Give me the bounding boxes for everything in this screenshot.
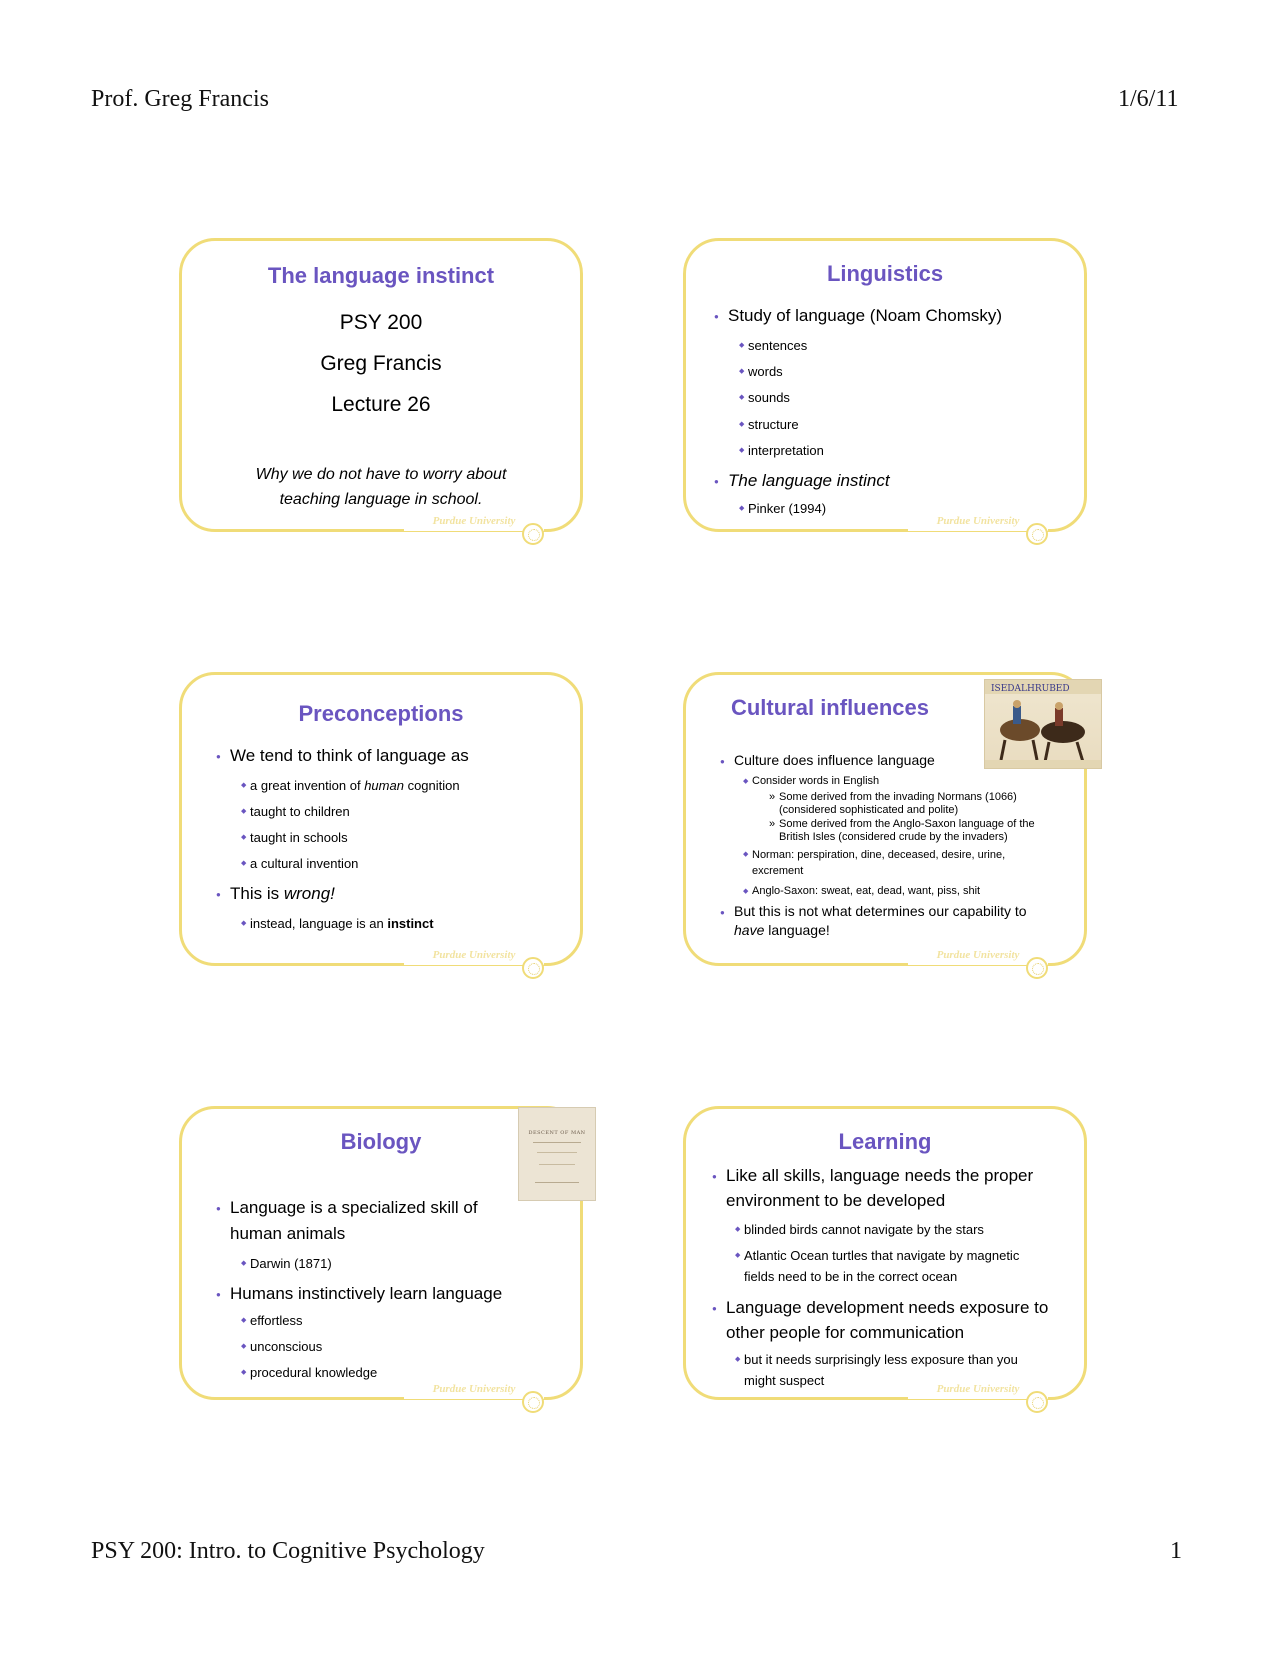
slide-footer: Purdue University xyxy=(404,949,544,965)
slide-4 xyxy=(683,672,1087,966)
sub-bullet: ◆ instead, language is an instinct xyxy=(250,913,560,934)
darwin-book-image xyxy=(518,1107,596,1201)
slide-1 xyxy=(179,238,583,532)
book-line xyxy=(533,1142,581,1143)
bullet: ● Humans instinctively learn language xyxy=(230,1281,560,1306)
book-title: DESCENT OF MAN xyxy=(528,1130,586,1136)
slide-5 xyxy=(179,1106,586,1400)
purdue-seal-icon xyxy=(522,1391,544,1413)
slide-footer: Purdue University xyxy=(404,1383,544,1399)
sub-sub-bullet: » Some derived from the Anglo-Saxon language of the British Isles (considered crude by the invaders) xyxy=(779,818,1035,844)
slide-title: Cultural influences xyxy=(730,695,930,720)
sub-bullet: ◆ Anglo-Saxon: sweat, eat, dead, want, piss, shit xyxy=(752,884,1064,899)
purdue-seal-icon xyxy=(522,523,544,545)
sub-bullet: ◆ effortless xyxy=(250,1310,560,1331)
sub-bullet: ◆ blinded birds cannot navigate by the stars xyxy=(744,1219,1064,1240)
sub-bullet: ◆ sounds xyxy=(748,387,1064,408)
sub-bullet: ◆ procedural knowledge xyxy=(250,1362,560,1383)
bullet: ● We tend to think of language as xyxy=(230,743,560,768)
book-line xyxy=(539,1164,575,1165)
page-header-left: Prof. Greg Francis xyxy=(91,86,269,112)
purdue-seal-icon xyxy=(1026,957,1048,979)
bullet: ● The language instinct xyxy=(728,468,1064,493)
sub-bullet: ◆ but it needs surprisingly less exposure than you might suspect xyxy=(744,1349,1064,1391)
slide-6 xyxy=(683,1106,1087,1400)
subtitle-line-1: Why we do not have to worry about xyxy=(255,466,507,483)
sub-bullet: ◆ Consider words in English xyxy=(752,774,1064,789)
sub-bullet: ◆ a great invention of human cognition xyxy=(250,775,560,796)
sub-bullet: ◆ Darwin (1871) xyxy=(250,1253,560,1274)
sub-bullet: ◆ structure xyxy=(748,414,1064,435)
sub-bullet: ◆ sentences xyxy=(748,335,1064,356)
bullet: ● Culture does influence language xyxy=(734,751,1064,770)
sub-bullet: ◆ interpretation xyxy=(748,440,1064,461)
book-line xyxy=(535,1182,579,1183)
bullet: ● Study of language (Noam Chomsky) xyxy=(728,303,1064,328)
subtitle-line-2: teaching language in school. xyxy=(279,491,483,508)
svg-text:ISEDALHRUBED: ISEDALHRUBED xyxy=(991,684,1070,694)
sub-bullet: ◆ Atlantic Ocean turtles that navigate by magnetic fields need to be in the correct ocean xyxy=(744,1245,1064,1287)
slide-3 xyxy=(179,672,583,966)
page-header-right: 1/6/11 xyxy=(1118,86,1179,112)
sub-bullet: ◆ unconscious xyxy=(250,1336,560,1357)
slide-2 xyxy=(683,238,1087,532)
page-number: 1 xyxy=(1170,1538,1182,1564)
slide-title: Biology xyxy=(340,1129,422,1154)
bullet: ● This is wrong! xyxy=(230,881,560,906)
slide-title: Learning xyxy=(838,1129,932,1154)
bullet: ● Language development needs exposure to other people for communication xyxy=(726,1295,1064,1345)
bullet: ● But this is not what determines our capability to have language! xyxy=(734,902,1064,940)
sub-bullet: ◆ words xyxy=(748,361,1064,382)
sub-bullet: ◆ taught in schools xyxy=(250,827,560,848)
purdue-seal-icon xyxy=(522,957,544,979)
slide-footer: Purdue University xyxy=(404,515,544,531)
bullet: ● Like all skills, language needs the proper environment to be developed xyxy=(726,1163,1064,1213)
sub-bullet: ◆ a cultural invention xyxy=(250,853,560,874)
purdue-seal-icon xyxy=(1026,1391,1048,1413)
bullet: ● Language is a specialized skill of human animals xyxy=(230,1195,560,1247)
book-line xyxy=(537,1152,577,1153)
slide-footer: Purdue University xyxy=(908,949,1048,965)
sub-bullet: ◆ Norman: perspiration, dine, deceased, desire, urine, excrement xyxy=(752,847,1064,879)
slide-title: Preconceptions xyxy=(298,701,464,726)
slide-footer: Purdue University xyxy=(908,1383,1048,1399)
course-code: PSY 200 xyxy=(339,311,423,334)
slide-title: Linguistics xyxy=(826,261,944,286)
purdue-seal-icon xyxy=(1026,523,1048,545)
sub-bullet: ◆ Pinker (1994) xyxy=(748,498,1064,519)
page-footer-left: PSY 200: Intro. to Cognitive Psychology xyxy=(91,1538,485,1564)
slide-title: The language instinct xyxy=(267,263,495,288)
slide-footer: Purdue University xyxy=(908,515,1048,531)
lecture-number: Lecture 26 xyxy=(331,393,431,416)
author-name: Greg Francis xyxy=(320,352,442,375)
sub-bullet: ◆ taught to children xyxy=(250,801,560,822)
sub-sub-bullet: » Some derived from the invading Normans (1066) (considered sophisticated and polite) xyxy=(779,791,1017,817)
